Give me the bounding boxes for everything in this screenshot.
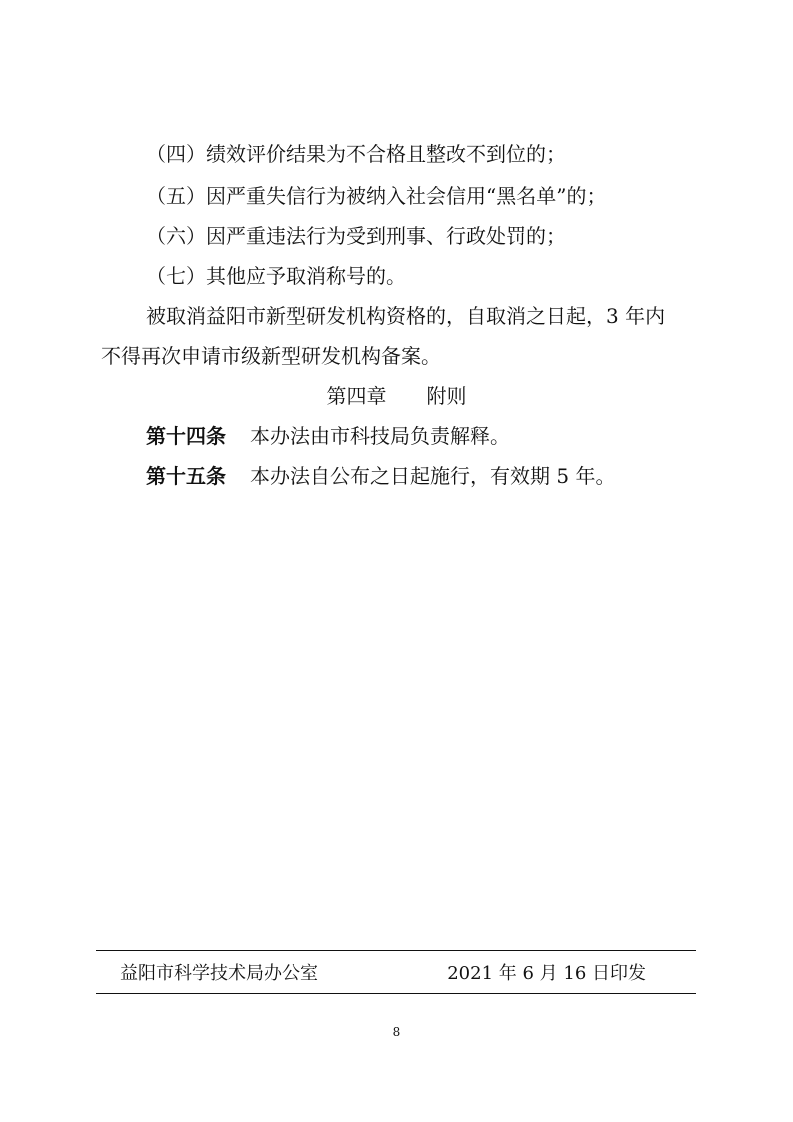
footer-date: 2021 年 6 月 16 日印发 <box>447 963 646 984</box>
article-text: 本办法由市科技局负责解释。 <box>250 424 510 448</box>
footer-issuer: 益阳市科学技术局办公室 <box>120 963 318 984</box>
footer-top-rule <box>96 950 696 951</box>
list-item: （五）因严重失信行为被纳入社会信用“黑名单”的； <box>146 184 607 208</box>
footer <box>96 960 696 988</box>
article-label: 第十五条 <box>146 464 226 488</box>
article <box>0 462 793 490</box>
list-item: （六）因严重违法行为受到刑事、行政处罚的； <box>146 224 566 248</box>
page-number: 8 <box>392 1025 401 1039</box>
list-item: （四）绩效评价结果为不合格且整改不到位的； <box>146 142 566 166</box>
article-text: 本办法自公布之日起施行，有效期 5 年。 <box>250 464 616 488</box>
footer-bottom-rule <box>96 993 696 994</box>
paragraph-line: 被取消益阳市新型研发机构资格的，自取消之日起，3 年内 <box>146 304 666 328</box>
article <box>0 422 793 450</box>
paragraph-line: 不得再次申请市级新型研发机构备案。 <box>101 344 441 368</box>
article-label: 第十四条 <box>146 424 226 448</box>
list-item: （七）其他应予取消称号的。 <box>146 264 406 288</box>
chapter-number: 第四章 <box>326 384 387 408</box>
chapter-title: 附则 <box>426 384 467 408</box>
chapter-heading <box>0 382 793 410</box>
